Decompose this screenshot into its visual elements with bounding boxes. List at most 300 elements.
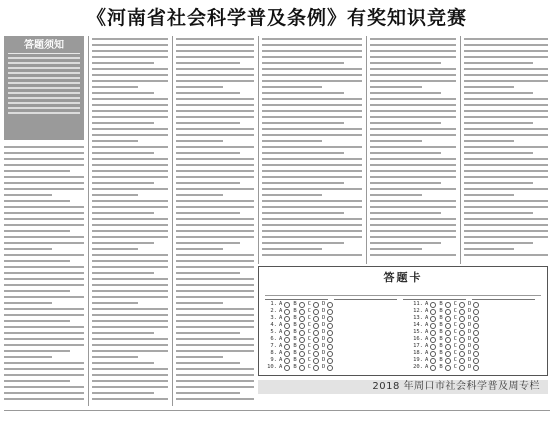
answer-bubble[interactable] xyxy=(327,323,333,329)
text-line-placeholder xyxy=(176,368,254,370)
answer-bubble[interactable] xyxy=(473,316,479,322)
option-letter: B xyxy=(293,357,297,363)
text-line-placeholder xyxy=(4,194,52,196)
text-line-placeholder xyxy=(92,344,168,346)
answer-bubble[interactable] xyxy=(445,323,451,329)
text-line-placeholder xyxy=(4,248,52,250)
option-letter: A xyxy=(425,336,429,342)
text-line-placeholder xyxy=(4,278,84,280)
answer-bubble[interactable] xyxy=(430,365,436,371)
answer-bubble[interactable] xyxy=(299,365,305,371)
text-line-placeholder xyxy=(262,194,322,196)
text-line-placeholder xyxy=(370,98,456,100)
text-line-placeholder xyxy=(464,200,548,202)
text-line-placeholder xyxy=(92,128,168,130)
answer-bubble[interactable] xyxy=(473,309,479,315)
text-line-placeholder xyxy=(92,74,168,76)
answer-bubble[interactable] xyxy=(327,330,333,336)
info-field-blank[interactable] xyxy=(472,293,535,300)
text-line-placeholder xyxy=(4,254,84,256)
text-line-placeholder xyxy=(464,230,548,232)
answer-row xyxy=(411,357,543,364)
option-letter: B xyxy=(293,322,297,328)
text-line-placeholder xyxy=(92,92,154,94)
answer-bubble[interactable] xyxy=(313,358,319,364)
text-line-placeholder xyxy=(92,386,168,388)
text-line-placeholder xyxy=(464,176,548,178)
option-letter: B xyxy=(293,315,297,321)
text-line-placeholder xyxy=(92,278,168,280)
text-line-placeholder xyxy=(4,386,84,388)
text-line-placeholder xyxy=(92,314,168,316)
text-line-placeholder xyxy=(464,140,514,142)
answer-bubble[interactable] xyxy=(327,365,333,371)
option-letter: A xyxy=(425,315,429,321)
text-line-placeholder xyxy=(176,302,223,304)
answer-bubble[interactable] xyxy=(459,309,465,315)
text-line-placeholder xyxy=(92,356,138,358)
text-line-placeholder xyxy=(176,236,254,238)
text-line-placeholder xyxy=(464,80,548,82)
answer-bubble[interactable] xyxy=(299,309,305,315)
option-letter: C xyxy=(453,329,457,335)
text-line-placeholder xyxy=(464,248,514,250)
answer-bubble[interactable] xyxy=(284,323,290,329)
answer-bubble[interactable] xyxy=(284,337,290,343)
text-line-placeholder xyxy=(92,230,168,232)
text-line-placeholder xyxy=(370,158,456,160)
text-line-placeholder xyxy=(464,56,548,58)
text-line-placeholder xyxy=(4,266,84,268)
answer-bubble[interactable] xyxy=(473,365,479,371)
answer-bubble[interactable] xyxy=(299,358,305,364)
option-letter: B xyxy=(293,329,297,335)
answer-bubble[interactable] xyxy=(445,330,451,336)
text-line-placeholder xyxy=(370,62,441,64)
answer-bubble[interactable] xyxy=(445,337,451,343)
option-letter: A xyxy=(279,343,283,349)
text-line-placeholder xyxy=(4,260,70,262)
text-line-placeholder xyxy=(262,44,362,46)
text-line-placeholder xyxy=(370,170,456,172)
text-line-placeholder xyxy=(176,44,254,46)
text-line-placeholder xyxy=(4,344,84,346)
answer-bubble[interactable] xyxy=(284,316,290,322)
option-letter: C xyxy=(307,350,311,356)
answer-bubble[interactable] xyxy=(445,351,451,357)
text-line-placeholder xyxy=(176,278,254,280)
text-line-placeholder xyxy=(370,194,422,196)
option-letter: B xyxy=(439,336,443,342)
answer-bubble[interactable] xyxy=(459,302,465,308)
answer-bubble[interactable] xyxy=(284,365,290,371)
text-line-placeholder xyxy=(370,104,456,106)
answer-bubble[interactable] xyxy=(459,351,465,357)
question-column-placeholder xyxy=(370,38,456,262)
question-number: 19. xyxy=(413,357,423,363)
text-line-placeholder xyxy=(92,38,168,40)
text-line-placeholder xyxy=(92,368,168,370)
text-line-placeholder xyxy=(176,386,254,388)
text-line-placeholder xyxy=(92,296,168,298)
text-line-placeholder xyxy=(262,212,344,214)
answer-bubble[interactable] xyxy=(313,351,319,357)
text-line-placeholder xyxy=(370,80,456,82)
text-line-placeholder xyxy=(262,188,362,190)
option-letter: D xyxy=(321,357,326,363)
text-line-placeholder xyxy=(92,266,168,268)
text-line-placeholder xyxy=(4,242,84,244)
text-line-placeholder xyxy=(370,128,456,130)
text-line-placeholder xyxy=(262,248,322,250)
text-line-placeholder xyxy=(370,122,441,124)
text-line-placeholder xyxy=(92,284,168,286)
answer-bubble[interactable] xyxy=(430,330,436,336)
text-line-placeholder xyxy=(92,134,168,136)
text-line-placeholder xyxy=(4,170,70,172)
answer-bubble[interactable] xyxy=(313,309,319,315)
answer-bubble[interactable] xyxy=(313,330,319,336)
text-line-placeholder xyxy=(4,272,84,274)
text-line-placeholder xyxy=(92,302,138,304)
answer-bubble[interactable] xyxy=(299,337,305,343)
info-field-blank[interactable] xyxy=(403,293,466,300)
text-line-placeholder xyxy=(262,140,322,142)
notice-text-placeholder xyxy=(8,57,80,114)
answer-bubble[interactable] xyxy=(313,365,319,371)
text-line-placeholder xyxy=(176,80,254,82)
text-line-placeholder xyxy=(92,236,168,238)
answer-bubble[interactable] xyxy=(299,344,305,350)
answer-row xyxy=(265,301,397,308)
text-line-placeholder xyxy=(92,44,168,46)
text-line-placeholder xyxy=(176,218,254,220)
answer-row xyxy=(411,308,543,315)
option-letter: B xyxy=(439,329,443,335)
answer-bubble[interactable] xyxy=(445,358,451,364)
text-line-placeholder xyxy=(176,50,254,52)
answer-row xyxy=(411,329,543,336)
answer-bubble[interactable] xyxy=(445,309,451,315)
text-line-placeholder xyxy=(4,218,84,220)
answer-bubble[interactable] xyxy=(445,365,451,371)
text-line-placeholder xyxy=(4,356,52,358)
option-letter: C xyxy=(307,322,311,328)
answer-bubble[interactable] xyxy=(299,351,305,357)
answer-bubble[interactable] xyxy=(430,351,436,357)
answer-bubble[interactable] xyxy=(459,337,465,343)
text-line-placeholder xyxy=(92,338,168,340)
text-line-placeholder xyxy=(370,68,456,70)
text-line-placeholder xyxy=(464,38,548,40)
answer-row xyxy=(265,336,397,343)
answer-bubble[interactable] xyxy=(459,358,465,364)
question-number: 2. xyxy=(270,308,277,314)
text-line-placeholder xyxy=(262,224,362,226)
answer-bubble[interactable] xyxy=(284,302,290,308)
info-field-blank[interactable] xyxy=(334,293,397,300)
text-line-placeholder xyxy=(92,194,138,196)
answer-bubble[interactable] xyxy=(473,330,479,336)
option-letter: B xyxy=(293,350,297,356)
notice-title: 答题须知 xyxy=(8,39,80,54)
answer-bubble[interactable] xyxy=(459,365,465,371)
text-line-placeholder xyxy=(4,314,84,316)
text-line-placeholder xyxy=(176,392,240,394)
question-number: 6. xyxy=(270,336,277,342)
answer-bubble[interactable] xyxy=(430,323,436,329)
text-line-placeholder xyxy=(92,176,168,178)
answer-bubble[interactable] xyxy=(299,302,305,308)
question-column-placeholder xyxy=(4,146,84,406)
text-line-placeholder xyxy=(92,254,168,256)
text-line-placeholder xyxy=(370,140,422,142)
text-line-placeholder xyxy=(176,254,254,256)
answer-bubble[interactable] xyxy=(327,344,333,350)
option-letter: D xyxy=(321,322,326,328)
answer-row xyxy=(411,322,543,329)
text-line-placeholder xyxy=(4,302,52,304)
text-line-placeholder xyxy=(4,320,70,322)
option-letter: C xyxy=(307,336,311,342)
text-line-placeholder xyxy=(370,116,456,118)
answer-bubble[interactable] xyxy=(473,323,479,329)
answer-bubble[interactable] xyxy=(430,309,436,315)
option-letter: D xyxy=(467,357,472,363)
text-line-placeholder xyxy=(262,206,362,208)
column-rule xyxy=(258,36,259,264)
text-line-placeholder xyxy=(370,134,456,136)
answer-row xyxy=(411,315,543,322)
text-line-placeholder xyxy=(370,212,441,214)
answer-row xyxy=(411,350,543,357)
option-letter: B xyxy=(293,336,297,342)
text-line-placeholder xyxy=(464,98,548,100)
text-line-placeholder xyxy=(262,242,344,244)
text-line-placeholder xyxy=(92,188,168,190)
text-line-placeholder xyxy=(370,92,441,94)
text-line-placeholder xyxy=(176,122,240,124)
text-line-placeholder xyxy=(92,224,168,226)
answer-bubble[interactable] xyxy=(284,351,290,357)
text-line-placeholder xyxy=(262,98,362,100)
text-line-placeholder xyxy=(262,80,362,82)
option-letter: D xyxy=(467,322,472,328)
question-number: 13. xyxy=(413,315,423,321)
question-number: 18. xyxy=(413,350,423,356)
text-line-placeholder xyxy=(176,290,254,292)
option-letter: A xyxy=(425,322,429,328)
answer-row xyxy=(265,350,397,357)
text-line-placeholder xyxy=(92,350,168,352)
question-column-placeholder xyxy=(176,38,254,406)
text-line-placeholder xyxy=(176,92,240,94)
option-letter: D xyxy=(467,315,472,321)
text-line-placeholder xyxy=(464,218,548,220)
text-line-placeholder xyxy=(370,230,456,232)
text-line-placeholder xyxy=(176,164,254,166)
text-line-placeholder xyxy=(370,242,441,244)
option-letter: D xyxy=(321,336,326,342)
text-line-placeholder xyxy=(92,182,154,184)
text-line-placeholder xyxy=(370,236,456,238)
text-line-placeholder xyxy=(464,212,533,214)
option-letter: D xyxy=(467,301,472,307)
answer-bubble[interactable] xyxy=(459,330,465,336)
text-line-placeholder xyxy=(262,68,362,70)
answer-bubble[interactable] xyxy=(459,344,465,350)
text-line-placeholder xyxy=(464,194,514,196)
text-line-placeholder xyxy=(262,38,362,40)
option-letter: D xyxy=(321,350,326,356)
text-line-placeholder xyxy=(92,260,168,262)
answer-bubble[interactable] xyxy=(284,309,290,315)
text-line-placeholder xyxy=(370,254,456,256)
text-line-placeholder xyxy=(262,176,362,178)
text-line-placeholder xyxy=(464,62,533,64)
text-line-placeholder xyxy=(92,80,168,82)
text-line-placeholder xyxy=(176,320,254,322)
answer-bubble[interactable] xyxy=(299,330,305,336)
question-number: 5. xyxy=(270,329,277,335)
text-line-placeholder xyxy=(464,236,548,238)
text-line-placeholder xyxy=(464,188,548,190)
answer-bubble[interactable] xyxy=(327,358,333,364)
question-number: 16. xyxy=(413,336,423,342)
option-letter: A xyxy=(279,315,283,321)
text-line-placeholder xyxy=(4,152,84,154)
option-letter: B xyxy=(293,308,297,314)
option-letter: A xyxy=(279,336,283,342)
answer-row xyxy=(265,343,397,350)
answer-row xyxy=(411,343,543,350)
answer-bubble[interactable] xyxy=(473,344,479,350)
answer-bubble[interactable] xyxy=(327,302,333,308)
option-letter: B xyxy=(439,308,443,314)
text-line-placeholder xyxy=(464,170,548,172)
question-number: 12. xyxy=(413,308,423,314)
text-line-placeholder xyxy=(464,224,548,226)
text-line-placeholder xyxy=(370,152,441,154)
answer-bubble[interactable] xyxy=(327,309,333,315)
text-line-placeholder xyxy=(464,164,548,166)
option-letter: A xyxy=(425,329,429,335)
answer-bubble[interactable] xyxy=(445,302,451,308)
option-letter: B xyxy=(439,343,443,349)
option-letter: C xyxy=(307,329,311,335)
text-line-placeholder xyxy=(370,50,456,52)
text-line-placeholder xyxy=(262,182,344,184)
option-letter: D xyxy=(321,308,326,314)
question-number: 10. xyxy=(267,364,277,370)
option-letter: A xyxy=(425,357,429,363)
text-line-placeholder xyxy=(92,212,154,214)
page-headline: 《河南省社会科学普及条例》有奖知识竞赛 xyxy=(86,7,467,29)
answer-bubble[interactable] xyxy=(473,351,479,357)
answer-bubble[interactable] xyxy=(430,337,436,343)
option-letter: D xyxy=(467,350,472,356)
text-line-placeholder xyxy=(4,200,70,202)
question-number: 3. xyxy=(270,315,277,321)
text-line-placeholder xyxy=(464,182,533,184)
answer-bubble[interactable] xyxy=(284,330,290,336)
answer-bubble[interactable] xyxy=(313,316,319,322)
answer-bubble[interactable] xyxy=(445,344,451,350)
option-letter: B xyxy=(439,364,443,370)
option-letter: D xyxy=(467,336,472,342)
text-line-placeholder xyxy=(262,92,344,94)
option-letter: A xyxy=(279,322,283,328)
text-line-placeholder xyxy=(464,44,548,46)
text-line-placeholder xyxy=(92,164,168,166)
answer-bubble[interactable] xyxy=(430,344,436,350)
answer-bubble[interactable] xyxy=(313,344,319,350)
option-letter: C xyxy=(453,315,457,321)
text-line-placeholder xyxy=(176,140,223,142)
text-line-placeholder xyxy=(464,128,548,130)
answer-notice-box xyxy=(4,36,84,140)
option-letter: D xyxy=(467,308,472,314)
text-line-placeholder xyxy=(370,200,456,202)
answer-bubble[interactable] xyxy=(430,358,436,364)
info-field-blank[interactable] xyxy=(265,293,328,300)
answer-bubble[interactable] xyxy=(284,358,290,364)
answer-bubble[interactable] xyxy=(284,344,290,350)
answer-bubble[interactable] xyxy=(459,323,465,329)
text-line-placeholder xyxy=(464,104,548,106)
answer-bubble[interactable] xyxy=(473,302,479,308)
text-line-placeholder xyxy=(92,320,168,322)
answer-bubble[interactable] xyxy=(459,316,465,322)
text-line-placeholder xyxy=(262,104,362,106)
text-line-placeholder xyxy=(176,284,254,286)
answer-bubble[interactable] xyxy=(313,302,319,308)
text-line-placeholder xyxy=(176,398,254,400)
answer-bubble[interactable] xyxy=(327,351,333,357)
text-line-placeholder xyxy=(92,326,168,328)
text-line-placeholder xyxy=(262,218,362,220)
answer-bubble[interactable] xyxy=(299,316,305,322)
question-column-placeholder xyxy=(262,38,362,262)
answer-row xyxy=(265,357,397,364)
text-line-placeholder xyxy=(464,50,548,52)
answer-bubble[interactable] xyxy=(299,323,305,329)
answer-bubble[interactable] xyxy=(473,337,479,343)
text-line-placeholder xyxy=(176,356,223,358)
text-line-placeholder xyxy=(176,314,254,316)
text-line-placeholder xyxy=(4,158,84,160)
answer-bubble[interactable] xyxy=(445,316,451,322)
text-line-placeholder xyxy=(4,284,84,286)
text-line-placeholder xyxy=(92,200,168,202)
option-letter: C xyxy=(453,350,457,356)
answer-bubble[interactable] xyxy=(313,337,319,343)
text-line-placeholder xyxy=(370,74,456,76)
answer-bubble[interactable] xyxy=(327,337,333,343)
text-line-placeholder xyxy=(262,164,362,166)
text-line-placeholder xyxy=(262,158,362,160)
answer-bubble[interactable] xyxy=(473,358,479,364)
answer-bubble[interactable] xyxy=(313,323,319,329)
option-letter: D xyxy=(467,364,472,370)
text-line-placeholder xyxy=(262,170,362,172)
answer-row xyxy=(411,364,543,371)
answer-bubble[interactable] xyxy=(430,302,436,308)
answer-bubble[interactable] xyxy=(327,316,333,322)
text-line-placeholder xyxy=(176,110,254,112)
answer-bubble[interactable] xyxy=(430,316,436,322)
option-letter: D xyxy=(321,329,326,335)
